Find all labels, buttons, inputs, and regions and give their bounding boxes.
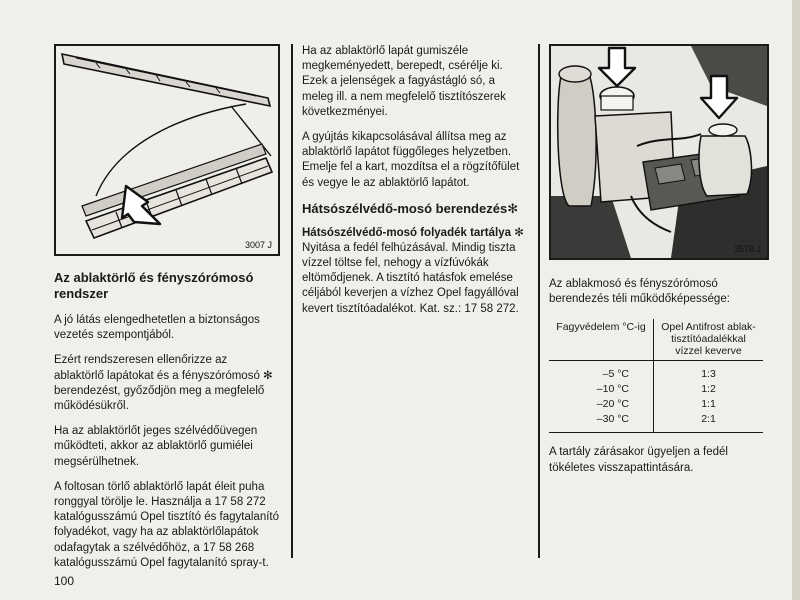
right-column (549, 44, 769, 486)
section-heading (302, 201, 526, 217)
table-header-row (549, 319, 763, 361)
table-cell-ratio: 1:3 (701, 368, 716, 381)
table-cell-ratio: 1:2 (701, 383, 716, 396)
wiper-blade-drawing (56, 46, 278, 254)
table-cell-temperature: –30 °C (549, 412, 654, 433)
sub-heading (302, 226, 526, 241)
column-divider (538, 44, 540, 558)
paragraph: A jó látás elengedhetetlen a biztonságos vezetés szempontjából. (54, 314, 260, 342)
table-row (549, 382, 763, 397)
middle-column (302, 44, 526, 327)
paragraph: Ezért rendszeresen ellenőrizze az ablaktörlő lapátokat és a fényszórómosó ✻ berendezést, győződjön meg a megfelelő működésükről. (54, 354, 273, 413)
paragraph: A foltosan törlő ablaktörlő lapát éleit puha ronggyal törölje le. Használja a 17 58 272 katalógusszámú Opel tisztító és fagytalanító folyadékot, vagy ha az ablaktörlőlapátok odafagytak a szélvédőhöz, a 17 58 268 katalógusszámú Opel fagytalanító spray-t. (54, 480, 280, 569)
table-cell-ratio: 2:1 (654, 412, 764, 433)
page-number: 100 (54, 574, 75, 588)
paragraph: A tartály zárásakor ügyeljen a fedél tökéletes visszapattintására. (549, 446, 728, 474)
snowflake-icon: ✻ (507, 200, 519, 216)
table-cell-temperature: –10 °C (549, 382, 654, 397)
subheading-text: Hátsószélvédő-mosó folyadék tartálya (302, 226, 511, 239)
paragraph: A gyújtás kikapcsolásával állítsa meg az ablaktörlő lapátot függőleges helyzetben. Emelje fel a kart, mozdítsa el a rögzítőfület és vegye le az ablaktörlő lapátot. (302, 131, 520, 189)
table-cell-temperature: –5 °C (549, 367, 654, 382)
paragraph: Ha az ablaktörlőt jeges szélvédőüvegen működteti, akkor az ablaktörlő gumiélei megsérülhetnek. (54, 425, 258, 468)
table-cell-temperature: –20 °C (549, 397, 654, 412)
table-row (549, 397, 763, 412)
snowflake-icon: ✻ (514, 226, 524, 239)
paragraph: Ha az ablaktörlő lapát gumiszéle megkeményedett, berepedt, csérélje ki. Ezek a jelenségek a fagyástágló só, a meleg ill. a nem megfelelő tisztítószerek következményei. (302, 45, 506, 118)
paragraph: Nyitása a fedél felhúzásával. Mindig tiszta vízzel töltse fel, nehogy a vízfúvókák eltömődjenek. A tisztító hatásfok emelése céljából keverjen a vízhez Opel fagyállóval kevert tisztítóadalékot. Kat. sz.: 17 58 272. (302, 241, 519, 315)
table-row (549, 367, 763, 382)
table-cell-ratio: 1:1 (701, 398, 716, 411)
table-header-frost-protection: Fagyvédelem °C-ig (549, 319, 654, 361)
page-edge (792, 0, 800, 600)
heading-text: Hátsószélvédő-mosó berendezés (302, 200, 508, 216)
section-heading: Az ablaktörlő és fényszórómosó rendszer (54, 270, 254, 301)
figure-code: 3578 J (733, 244, 761, 254)
washer-reservoir-illustration (549, 44, 769, 260)
column-divider (291, 44, 293, 558)
figure-code: 3007 J (244, 240, 272, 250)
table-row (549, 412, 763, 433)
paragraph: Az ablakmosó és fényszórómosó berendezés téli működőképessége: (549, 278, 730, 306)
engine-bay-drawing (551, 46, 767, 258)
left-column (54, 44, 280, 581)
wiper-blade-illustration (54, 44, 280, 256)
antifreeze-ratio-table (549, 319, 763, 433)
table-header-mix-ratio: Opel Antifrost ablak-tisztítóadalékkal vízzel keverve (654, 319, 764, 361)
